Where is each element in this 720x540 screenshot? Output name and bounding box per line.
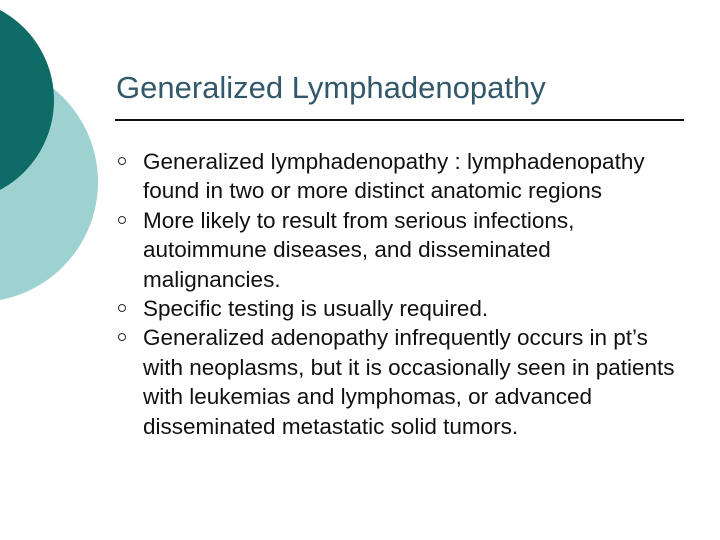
- hollow-circle-bullet-icon: [118, 304, 126, 312]
- bullet-item: [118, 147, 678, 206]
- bullet-text: Generalized adenopathy infrequently occurs in pt’s with neoplasms, but it is occasionally seen in patients with leukemias and lymphomas, or advanced disseminated metastatic solid tumors.: [143, 325, 675, 439]
- hollow-circle-bullet-icon: [118, 216, 126, 224]
- slide-title: Generalized Lymphadenopathy: [116, 70, 546, 105]
- bullet-text: Generalized lymphadenopathy : lymphadenopathy found in two or more distinct anatomic regions: [143, 149, 645, 204]
- bullet-list: [118, 147, 678, 441]
- bullet-item: [118, 206, 678, 294]
- bullet-item: [118, 294, 678, 323]
- bullet-item: [118, 323, 678, 441]
- decorative-circles: [0, 0, 110, 300]
- bullet-text: More likely to result from serious infections, autoimmune diseases, and disseminated malignancies.: [143, 207, 575, 292]
- hollow-circle-bullet-icon: [118, 333, 126, 341]
- hollow-circle-bullet-icon: [118, 157, 126, 165]
- bullet-text: Specific testing is usually required.: [143, 296, 489, 322]
- title-underline: [115, 119, 684, 121]
